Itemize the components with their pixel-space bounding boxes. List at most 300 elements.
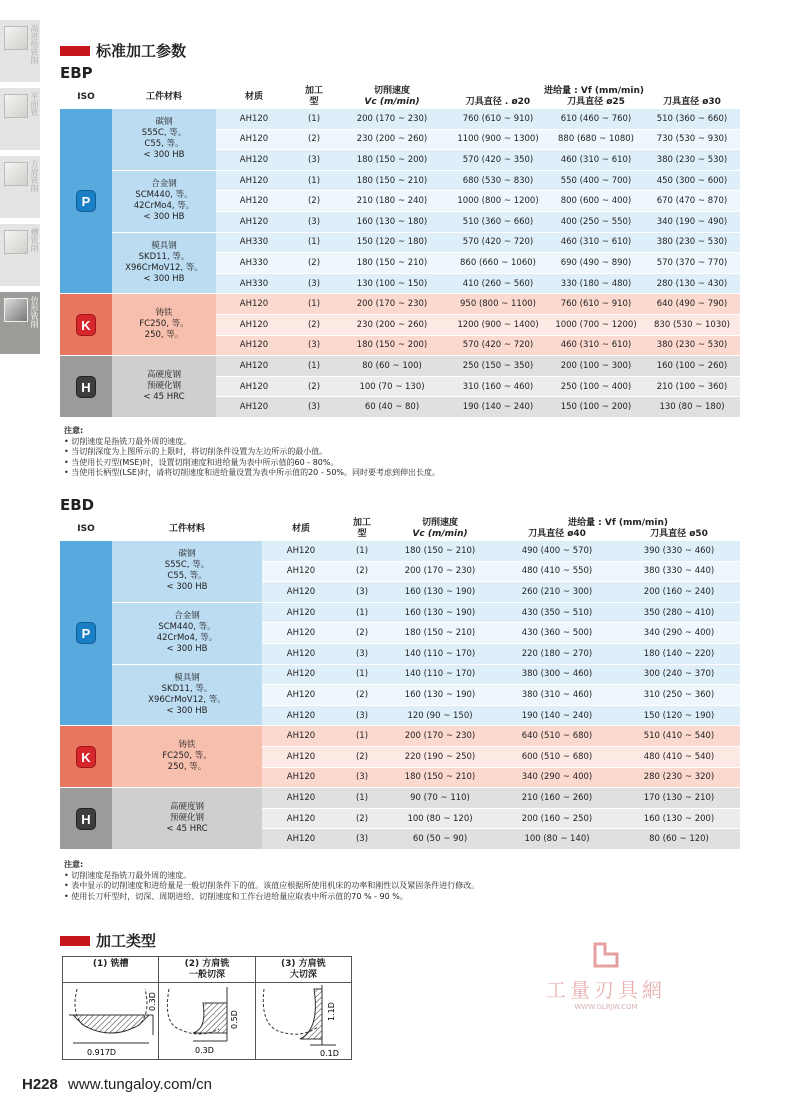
material-line: < 300 HB [166, 582, 208, 593]
grade-cell: AH120 [286, 731, 316, 742]
sidebar-tab[interactable] [0, 224, 40, 288]
note-item: • 切削速度是指铣刀最外周的速度。 [64, 870, 192, 880]
material-line: 合金钢 [174, 611, 200, 622]
speed-cell: 80 (60 ~ 100) [362, 360, 422, 371]
feed-cell: 480 (410 ~ 540) [643, 751, 715, 762]
sidebar-tab-label: 高进给铣削 [30, 24, 39, 64]
feed-cell: 340 (290 ~ 400) [643, 628, 715, 639]
feed-cell: 760 (610 ~ 910) [462, 113, 534, 124]
grade-cell: AH120 [239, 154, 269, 165]
feed-cell: 200 (160 ~ 240) [643, 586, 715, 597]
workpiece-material-cell [112, 726, 262, 788]
iso-badge-h: H [76, 376, 96, 398]
sidebar-tab-label: 仿形铣削 [30, 296, 39, 328]
workpiece-material-cell [112, 294, 216, 356]
material-line: 碳钢 [178, 549, 196, 560]
feed-cell: 310 (160 ~ 460) [462, 381, 534, 392]
side-navigation [0, 0, 42, 1120]
feed-cell: 150 (100 ~ 200) [560, 402, 632, 413]
dim-width: 0.1D [319, 1049, 339, 1058]
speed-cell: 150 (120 ~ 180) [356, 237, 428, 248]
panel-title [159, 957, 254, 983]
col-header-grade: 材质 [291, 523, 310, 534]
feed-cell: 350 (280 ~ 410) [643, 607, 715, 618]
grade-cell: AH120 [286, 834, 316, 845]
watermark-logo-icon [591, 940, 621, 970]
speed-cell: 120 (90 ~ 150) [407, 710, 473, 721]
type-cell: (2) [307, 196, 321, 207]
feed-cell: 490 (400 ~ 570) [521, 545, 593, 556]
feed-cell: 950 (800 ~ 1100) [460, 299, 536, 310]
grade-cell: AH120 [239, 196, 269, 207]
speed-cell: 200 (170 ~ 230) [356, 299, 428, 310]
feed-cell: 280 (130 ~ 430) [656, 278, 728, 289]
workpiece-material-cell [112, 788, 262, 850]
material-line: 模具钢 [151, 240, 177, 251]
material-line: < 300 HB [143, 273, 185, 284]
feed-cell: 80 (60 ~ 120) [649, 834, 709, 845]
type-cell: (1) [355, 669, 369, 680]
material-line: C55, 等。 [144, 139, 184, 150]
note-item: • 使用长刀杆型时，切深、周期进给、切削速度和工作台进给量应取表中所示值的70 % - 90 %。 [64, 891, 408, 901]
table-row [60, 109, 740, 130]
speed-cell: 220 (190 ~ 250) [404, 751, 476, 762]
material-line: SKD11, 等。 [138, 251, 190, 262]
grade-cell: AH120 [239, 319, 269, 330]
tab-thumbnail-icon [4, 298, 28, 322]
machining-panel-slotting [63, 957, 159, 1059]
table-row [60, 356, 740, 377]
material-line: 250, 等。 [144, 330, 184, 341]
heading-bar [60, 936, 90, 946]
table-row [60, 726, 740, 747]
panel-title-line2: 大切深 [289, 970, 317, 980]
tab-thumbnail-icon [4, 230, 28, 254]
panel-title [63, 957, 158, 983]
speed-cell: 160 (130 ~ 190) [404, 586, 476, 597]
iso-badge-p: P [76, 622, 96, 644]
iso-cell [60, 541, 112, 726]
type-cell: (1) [307, 360, 321, 371]
speed-cell: 180 (150 ~ 200) [356, 340, 428, 351]
grade-cell: AH120 [239, 360, 269, 371]
type-cell: (1) [307, 299, 321, 310]
feed-cell: 460 (310 ~ 610) [560, 237, 632, 248]
dim-depth: 0.3D [148, 992, 157, 1011]
speed-cell: 100 (80 ~ 120) [407, 813, 473, 824]
table-name-ebp: EBP [60, 64, 93, 82]
speed-cell: 100 (70 ~ 130) [359, 381, 425, 392]
footer-url[interactable]: www.tungaloy.com/cn [68, 1076, 212, 1093]
material-line: FC250, 等。 [139, 319, 189, 330]
feed-cell: 250 (100 ~ 400) [560, 381, 632, 392]
speed-cell: 230 (200 ~ 260) [356, 134, 428, 145]
speed-cell: 180 (150 ~ 210) [404, 628, 476, 639]
feed-cell: 860 (660 ~ 1060) [460, 257, 536, 268]
type-cell: (2) [307, 134, 321, 145]
workpiece-material-cell [112, 602, 262, 664]
speed-cell: 180 (150 ~ 210) [356, 175, 428, 186]
speed-cell: 230 (200 ~ 260) [356, 319, 428, 330]
type-cell: (2) [307, 257, 321, 268]
feed-cell: 670 (470 ~ 870) [656, 196, 728, 207]
ebd-parameter-table [60, 518, 740, 849]
speed-cell: 200 (170 ~ 230) [356, 113, 428, 124]
machining-type-diagrams [62, 956, 352, 1060]
grade-cell: AH120 [239, 113, 269, 124]
table-row [60, 664, 740, 685]
feed-cell: 570 (370 ~ 770) [656, 257, 728, 268]
speed-cell: 180 (150 ~ 210) [356, 257, 428, 268]
type-cell: (3) [307, 278, 321, 289]
feed-cell: 800 (600 ~ 400) [560, 196, 632, 207]
material-line: < 300 HB [166, 644, 208, 655]
feed-cell: 680 (530 ~ 830) [462, 175, 534, 186]
grade-cell: AH120 [286, 772, 316, 783]
material-line: 高硬度钢 [146, 370, 181, 381]
feed-cell: 190 (140 ~ 240) [462, 402, 534, 413]
material-line: < 300 HB [143, 150, 185, 161]
col-header-diameter: 刀具直径 ø25 [567, 97, 625, 107]
material-line: S55C, 等。 [164, 560, 210, 571]
tab-thumbnail-icon [4, 162, 28, 186]
grade-cell: AH120 [239, 340, 269, 351]
speed-cell: 140 (110 ~ 170) [404, 648, 476, 659]
material-line: < 45 HRC [143, 392, 185, 403]
col-header-diameter: 刀具直径 ø50 [650, 529, 708, 539]
iso-cell [60, 726, 112, 788]
section-heading-machining-types [60, 930, 156, 951]
grade-cell: AH330 [239, 237, 269, 248]
note-item: • 当使用长柄型(LSE)时，请将切削速度和进给量设置为表中所示值的20 - 50%。同时要考虑到伸出长度。 [64, 468, 441, 477]
type-cell: (3) [307, 402, 321, 413]
dim-depth: 0.5D [230, 1010, 240, 1029]
ebd-notes [64, 860, 479, 902]
feed-cell: 200 (100 ~ 300) [560, 360, 632, 371]
material-line: FC250, 等。 [162, 751, 212, 762]
iso-cell [60, 356, 112, 418]
feed-cell: 330 (180 ~ 480) [560, 278, 632, 289]
table-row [60, 602, 740, 623]
notes-title: 注意: [64, 860, 84, 869]
iso-badge-h: H [76, 808, 96, 830]
panel-title-line1: (3) 方肩铣 [281, 959, 326, 969]
grade-cell: AH120 [286, 566, 316, 577]
feed-cell: 480 (410 ~ 550) [521, 566, 593, 577]
shoulder-deep-diagram [256, 983, 352, 1059]
workpiece-material-cell [112, 664, 262, 726]
col-header-diameter: 刀具直径 ø40 [528, 529, 586, 539]
speed-cell: 160 (130 ~ 190) [404, 607, 476, 618]
type-cell: (3) [355, 834, 369, 845]
feed-cell: 600 (510 ~ 680) [521, 751, 593, 762]
feed-cell: 1000 (800 ~ 1200) [457, 196, 539, 207]
feed-cell: 150 (120 ~ 190) [643, 710, 715, 721]
feed-cell: 570 (420 ~ 350) [462, 154, 534, 165]
grade-cell: AH120 [239, 175, 269, 186]
col-header-workpiece: 工件材料 [168, 523, 205, 534]
grade-cell: AH120 [286, 751, 316, 762]
feed-cell: 380 (230 ~ 530) [656, 154, 728, 165]
sidebar-tab[interactable] [0, 88, 40, 152]
type-cell: (2) [307, 381, 321, 392]
material-line: 高硬度钢 [169, 802, 204, 813]
workpiece-material-cell [112, 109, 216, 171]
material-line: S55C, 等。 [141, 128, 187, 139]
speed-cell: 210 (180 ~ 240) [356, 196, 428, 207]
grade-cell: AH120 [286, 710, 316, 721]
material-line: SCM440, 等。 [135, 190, 193, 201]
col-header-type-l2: 型 [309, 97, 319, 107]
note-item: • 切削速度是指铣刀最外周的速度。 [64, 436, 192, 446]
table-row [60, 294, 740, 315]
material-line: 碳钢 [155, 117, 173, 128]
feed-cell: 310 (250 ~ 360) [643, 689, 715, 700]
material-line: X96CrMoV12, 等。 [148, 694, 226, 705]
feed-cell: 390 (330 ~ 460) [643, 545, 715, 556]
workpiece-material-cell [112, 541, 262, 603]
col-header-type: 加工 [304, 86, 323, 96]
feed-cell: 1200 (900 ~ 1400) [457, 319, 539, 330]
grade-cell: AH120 [239, 381, 269, 392]
type-cell: (3) [355, 648, 369, 659]
col-header-speed-unit: Vc (m/min) [412, 529, 468, 539]
feed-cell: 220 (180 ~ 270) [521, 648, 593, 659]
speed-cell: 60 (50 ~ 90) [412, 834, 468, 845]
col-header-type-l2: 型 [357, 529, 367, 539]
feed-cell: 380 (230 ~ 530) [656, 237, 728, 248]
sidebar-tab-label: 槽铣削 [30, 228, 39, 252]
speed-cell: 60 (40 ~ 80) [364, 402, 420, 413]
feed-cell: 460 (310 ~ 610) [560, 154, 632, 165]
type-cell: (1) [355, 607, 369, 618]
material-line: 42CrMo4, 等。 [133, 201, 195, 212]
feed-cell: 730 (530 ~ 930) [656, 134, 728, 145]
feed-cell: 130 (80 ~ 180) [659, 402, 725, 413]
slotting-diagram [63, 983, 159, 1059]
watermark-url: WWW.GLRJW.COM [574, 1003, 638, 1011]
col-header-type: 加工 [352, 518, 371, 528]
type-cell: (2) [355, 628, 369, 639]
section-title: 加工类型 [96, 932, 157, 950]
feed-cell: 250 (150 ~ 350) [462, 360, 534, 371]
grade-cell: AH120 [239, 299, 269, 310]
panel-title [256, 957, 351, 983]
grade-cell: AH120 [286, 813, 316, 824]
feed-cell: 170 (130 ~ 210) [643, 792, 715, 803]
grade-cell: AH120 [286, 628, 316, 639]
iso-badge-k: K [76, 746, 96, 768]
iso-badge-k: K [76, 314, 96, 336]
workpiece-material-cell [112, 356, 216, 418]
feed-cell: 160 (100 ~ 260) [656, 360, 728, 371]
dim-width: 0.3D [195, 1046, 215, 1055]
feed-cell: 640 (510 ~ 680) [521, 731, 593, 742]
speed-cell: 130 (100 ~ 150) [356, 278, 428, 289]
feed-cell: 1100 (900 ~ 1300) [457, 134, 539, 145]
feed-cell: 510 (410 ~ 540) [643, 731, 715, 742]
material-line: SKD11, 等。 [161, 683, 213, 694]
speed-cell: 180 (150 ~ 210) [404, 772, 476, 783]
feed-cell: 570 (420 ~ 720) [462, 237, 534, 248]
feed-cell: 510 (360 ~ 660) [462, 216, 534, 227]
type-cell: (3) [355, 710, 369, 721]
type-cell: (1) [307, 113, 321, 124]
panel-title-line1: (1) 铣槽 [92, 959, 129, 969]
material-line: < 45 HRC [166, 824, 208, 835]
watermark-text: 工量刃具網 [546, 978, 666, 1002]
feed-cell: 880 (680 ~ 1080) [558, 134, 634, 145]
speed-cell: 140 (110 ~ 170) [404, 669, 476, 680]
material-line: < 300 HB [166, 705, 208, 716]
shoulder-normal-diagram [159, 983, 255, 1059]
section-title: 标准加工参数 [96, 42, 187, 60]
feed-cell: 760 (610 ~ 910) [560, 299, 632, 310]
table-row [60, 788, 740, 809]
iso-badge-p: P [76, 190, 96, 212]
type-cell: (1) [307, 175, 321, 186]
material-line: 铸铁 [155, 308, 173, 319]
sidebar-tab-label: 平面铣 [30, 92, 39, 116]
feed-cell: 380 (310 ~ 460) [521, 689, 593, 700]
feed-cell: 510 (360 ~ 660) [656, 113, 728, 124]
feed-cell: 380 (330 ~ 440) [643, 566, 715, 577]
col-header-speed-unit: Vc (m/min) [364, 97, 420, 107]
col-header-feed: 进给量 : Vf (mm/min) [543, 86, 645, 96]
feed-cell: 430 (350 ~ 510) [521, 607, 593, 618]
table-row [60, 541, 740, 562]
feed-cell: 610 (460 ~ 760) [560, 113, 632, 124]
feed-cell: 100 (80 ~ 140) [524, 834, 590, 845]
watermark [536, 940, 676, 1020]
feed-cell: 380 (300 ~ 460) [521, 669, 593, 680]
feed-cell: 340 (190 ~ 490) [656, 216, 728, 227]
dim-width: 0.917D [87, 1048, 117, 1057]
note-item: • 当切削深度为上图所示的上限时，将切削条件设置为左边所示的最小值。 [64, 447, 328, 456]
workpiece-material-cell [112, 232, 216, 294]
type-cell: (1) [307, 237, 321, 248]
grade-cell: AH120 [239, 216, 269, 227]
sidebar-tab[interactable] [0, 292, 40, 356]
speed-cell: 90 (70 ~ 110) [410, 792, 470, 803]
sidebar-tab[interactable] [0, 20, 40, 84]
feed-cell: 190 (140 ~ 240) [521, 710, 593, 721]
type-cell: (1) [355, 731, 369, 742]
machining-panel-shoulder-normal [159, 957, 255, 1059]
table-name-ebd: EBD [60, 496, 95, 514]
panel-title-line2: 一般切深 [188, 970, 225, 980]
material-line: C55, 等。 [167, 571, 207, 582]
feed-cell: 450 (300 ~ 600) [656, 175, 728, 186]
type-cell: (3) [355, 586, 369, 597]
table-row [60, 232, 740, 253]
iso-cell [60, 109, 112, 294]
ebp-parameter-table [60, 86, 740, 417]
tab-thumbnail-icon [4, 26, 28, 50]
section-heading-standard-params [60, 40, 186, 61]
material-line: 预硬化钢 [146, 381, 181, 392]
feed-cell: 400 (250 ~ 550) [560, 216, 632, 227]
type-cell: (2) [355, 689, 369, 700]
feed-cell: 640 (490 ~ 790) [656, 299, 728, 310]
material-line: 预硬化钢 [169, 813, 204, 824]
material-line: 42CrMo4, 等。 [156, 633, 218, 644]
grade-cell: AH120 [286, 669, 316, 680]
col-header-grade: 材质 [244, 91, 263, 102]
type-cell: (1) [355, 792, 369, 803]
speed-cell: 160 (130 ~ 180) [356, 216, 428, 227]
material-line: SCM440, 等。 [158, 622, 216, 633]
type-cell: (3) [307, 216, 321, 227]
notes-title: 注意: [64, 426, 84, 435]
feed-cell: 210 (160 ~ 260) [521, 792, 593, 803]
col-header-diameter: 刀具直径 ø30 [663, 97, 721, 107]
feed-cell: 430 (360 ~ 500) [521, 628, 593, 639]
feed-cell: 160 (130 ~ 200) [643, 813, 715, 824]
feed-cell: 830 (530 ~ 1030) [654, 319, 730, 330]
feed-cell: 280 (230 ~ 320) [643, 772, 715, 783]
feed-cell: 260 (210 ~ 300) [521, 586, 593, 597]
material-line: 铸铁 [178, 740, 196, 751]
speed-cell: 200 (170 ~ 230) [404, 731, 476, 742]
material-line: 模具钢 [174, 672, 200, 683]
feed-cell: 460 (310 ~ 610) [560, 340, 632, 351]
speed-cell: 200 (170 ~ 230) [404, 566, 476, 577]
workpiece-material-cell [112, 170, 216, 232]
feed-cell: 690 (490 ~ 890) [560, 257, 632, 268]
type-cell: (3) [307, 340, 321, 351]
speed-cell: 160 (130 ~ 190) [404, 689, 476, 700]
feed-cell: 200 (160 ~ 250) [521, 813, 593, 824]
feed-cell: 380 (230 ~ 530) [656, 340, 728, 351]
material-line: X96CrMoV12, 等。 [125, 262, 203, 273]
feed-cell: 1000 (700 ~ 1200) [555, 319, 637, 330]
grade-cell: AH120 [286, 607, 316, 618]
table-header [60, 518, 740, 541]
type-cell: (3) [355, 772, 369, 783]
ebp-notes [64, 426, 440, 479]
grade-cell: AH120 [286, 586, 316, 597]
sidebar-tab[interactable] [0, 156, 40, 220]
type-cell: (2) [355, 751, 369, 762]
grade-cell: AH120 [286, 792, 316, 803]
page-footer [22, 1076, 212, 1093]
tab-thumbnail-icon [4, 94, 28, 118]
note-item: • 当使用长刃型(MSE)时，设置切削速度和进给量为表中所示值的60 - 80%。 [64, 457, 339, 467]
type-cell: (2) [355, 566, 369, 577]
table-row [60, 170, 740, 191]
grade-cell: AH330 [239, 257, 269, 268]
feed-cell: 300 (240 ~ 370) [643, 669, 715, 680]
grade-cell: AH330 [239, 278, 269, 289]
col-header-diameter: 刀具直径 . ø20 [465, 97, 531, 107]
grade-cell: AH120 [286, 689, 316, 700]
grade-cell: AH120 [286, 648, 316, 659]
grade-cell: AH120 [286, 545, 316, 556]
table-header [60, 86, 740, 109]
material-line: 250, 等。 [167, 762, 207, 773]
machining-panel-shoulder-deep [256, 957, 351, 1059]
col-header-speed: 切削速度 [421, 518, 458, 528]
iso-cell [60, 788, 112, 850]
type-cell: (1) [355, 545, 369, 556]
grade-cell: AH120 [239, 134, 269, 145]
col-header-iso: ISO [77, 91, 95, 102]
feed-cell: 180 (140 ~ 220) [643, 648, 715, 659]
col-header-speed: 切削速度 [373, 86, 410, 96]
note-item: • 表中显示的切削速度和进给量是一般切削条件下的值。该值应根据所使用机床的功率和刚性以及紧固条件进行修改。 [64, 881, 480, 890]
material-line: < 300 HB [143, 212, 185, 223]
